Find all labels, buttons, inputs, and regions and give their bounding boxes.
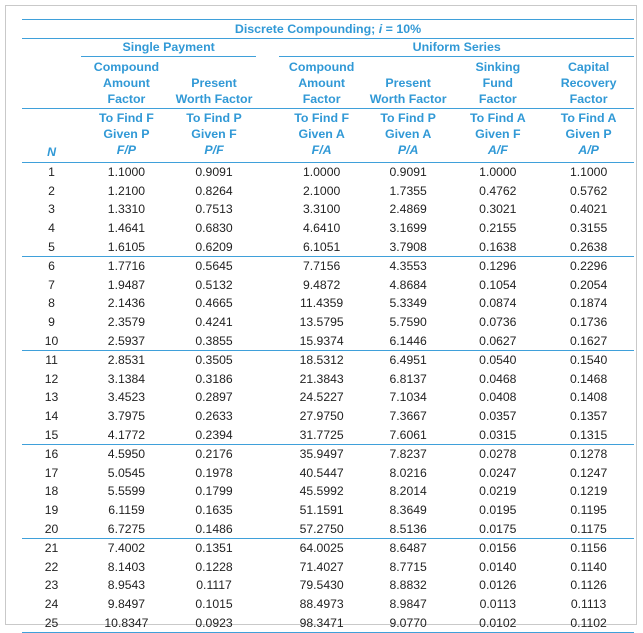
factor-cell: 51.1591	[299, 503, 344, 518]
factor-cell: 0.1228	[195, 559, 233, 574]
period-cell: 11	[45, 353, 58, 368]
table-row	[22, 557, 634, 576]
column-label-line: Recovery	[560, 76, 617, 90]
factor-cell: 0.1195	[570, 503, 607, 518]
factor-cell: 1.1000	[107, 165, 146, 180]
period-cell: 4	[48, 221, 55, 236]
factor-cell: 3.1384	[107, 371, 146, 386]
period-cell: 18	[44, 484, 59, 499]
given-text: Given P	[103, 127, 150, 141]
table-row	[22, 369, 634, 388]
group-row	[22, 39, 634, 57]
factor-cell: 0.1140	[570, 559, 607, 574]
table-body	[22, 163, 634, 633]
column-label-line: Worth Factor	[175, 92, 253, 106]
factor-cell: 98.3471	[279, 614, 363, 633]
factor-cell: 0.1468	[569, 371, 608, 386]
factor-cell: 6.1051	[279, 238, 363, 257]
title-row	[22, 20, 634, 39]
factor-cell: 88.4973	[299, 597, 344, 612]
n-column-header: N	[47, 145, 57, 159]
factor-cell: 1.7716	[107, 259, 146, 274]
factor-symbol: A/F	[487, 143, 508, 157]
factor-cell: 0.1627	[543, 332, 634, 351]
column-label-line: Factor	[302, 92, 341, 106]
factor-cell: 4.3553	[389, 259, 427, 274]
factor-cell: 1.0000	[302, 165, 341, 180]
factor-cell: 0.2633	[195, 409, 233, 424]
factor-cell: 0.1015	[195, 597, 233, 612]
factor-cell: 0.7513	[195, 202, 233, 217]
factor-cell: 0.4021	[569, 202, 608, 217]
factor-cell: 3.7908	[364, 238, 453, 257]
table-row	[22, 294, 634, 313]
factor-cell: 0.1540	[569, 353, 608, 368]
find-row	[22, 109, 634, 163]
find-text: To Find F	[99, 111, 154, 125]
factor-cell: 0.5132	[195, 277, 233, 292]
factor-cell: 7.3667	[389, 409, 427, 424]
factor-cell: 6.1446	[364, 332, 453, 351]
table-row	[22, 163, 634, 182]
table-row	[22, 407, 634, 426]
factor-cell: 7.4002	[107, 541, 146, 556]
factor-cell: 0.3186	[195, 371, 233, 386]
factor-cell: 8.3649	[389, 503, 427, 518]
factor-symbol: A/P	[578, 143, 599, 157]
factor-cell: 0.2155	[479, 221, 517, 236]
period-cell: 24	[44, 597, 59, 612]
table-row	[22, 595, 634, 614]
period-cell: 12	[44, 371, 59, 386]
factor-cell: 0.5762	[569, 183, 608, 198]
factor-cell: 1.2100	[107, 183, 146, 198]
factor-cell: 6.8137	[389, 371, 427, 386]
factor-symbol: F/P	[116, 143, 137, 157]
factor-cell: 0.0102	[452, 614, 543, 633]
column-label-line: Amount	[103, 76, 150, 90]
period-cell: 13	[44, 390, 59, 405]
factor-cell: 0.0175	[452, 520, 543, 539]
factor-cell: 8.5136	[364, 520, 453, 539]
column-label-line: Sinking	[475, 60, 521, 74]
factor-cell: 0.4241	[195, 315, 233, 330]
factor-cell: 0.0923	[172, 614, 256, 633]
column-find-4	[364, 109, 453, 163]
factor-cell: 0.1113	[570, 597, 607, 612]
column-label-line: Compound	[93, 60, 160, 74]
factor-cell: 0.2054	[569, 277, 608, 292]
factor-cell: 0.1296	[479, 259, 517, 274]
factor-cell: 0.5645	[195, 259, 233, 274]
factor-cell: 0.1978	[195, 465, 233, 480]
factor-cell: 0.1054	[479, 277, 517, 292]
factor-cell: 6.1159	[108, 503, 145, 518]
period-cell: 8	[48, 296, 55, 311]
factor-cell: 5.0545	[107, 465, 146, 480]
factor-cell: 0.0468	[479, 371, 517, 386]
factor-cell: 3.1699	[389, 221, 427, 236]
factor-cell: 0.1638	[452, 238, 543, 257]
factor-cell: 0.0408	[479, 390, 517, 405]
period-cell: 17	[44, 465, 59, 480]
factor-cell: 8.9847	[389, 597, 427, 612]
column-label-line: Factor	[569, 92, 608, 106]
table-row	[22, 200, 634, 219]
factor-symbol: P/A	[397, 143, 419, 157]
factor-cell: 0.4665	[195, 296, 233, 311]
factor-symbol: F/A	[311, 143, 332, 157]
factor-cell: 64.0025	[299, 541, 344, 556]
column-label-2	[172, 57, 256, 109]
factor-cell: 8.1403	[107, 559, 146, 574]
factor-cell: 8.8832	[389, 578, 427, 593]
factor-symbol: P/F	[204, 143, 224, 157]
table-row	[22, 256, 634, 275]
table-row	[22, 388, 634, 407]
factor-cell: 0.8264	[195, 183, 233, 198]
find-text: To Find P	[380, 111, 436, 125]
column-find-3	[279, 109, 363, 163]
factor-cell: 24.5227	[299, 390, 344, 405]
factor-cell: 0.4762	[479, 183, 517, 198]
table-row	[22, 238, 634, 257]
factor-cell: 0.1351	[195, 541, 233, 556]
factor-cell: 5.5599	[107, 484, 146, 499]
column-label-5	[452, 57, 543, 109]
factor-cell: 4.6410	[302, 221, 341, 236]
table-row	[22, 520, 634, 539]
column-label-3	[279, 57, 363, 109]
table-frame	[5, 5, 637, 630]
factor-cell: 0.1102	[543, 614, 634, 633]
factor-cell: 2.1436	[107, 296, 146, 311]
factor-cell: 3.4523	[107, 390, 146, 405]
factor-cell: 1.3310	[107, 202, 146, 217]
factor-cell: 18.5312	[299, 353, 344, 368]
factor-cell: 0.1408	[569, 390, 608, 405]
factor-cell: 0.1247	[569, 465, 608, 480]
factor-cell: 9.0770	[364, 614, 453, 633]
factor-cell: 1.1000	[569, 165, 608, 180]
factor-cell: 8.6487	[389, 541, 427, 556]
factor-cell: 7.7156	[302, 259, 341, 274]
period-cell: 5	[22, 238, 81, 257]
column-label-line: Amount	[298, 76, 346, 90]
factor-cell: 0.6209	[172, 238, 256, 257]
column-label-line: Factor	[107, 92, 146, 106]
period-cell: 20	[22, 520, 81, 539]
column-find-5	[452, 109, 543, 163]
factor-cell: 0.1357	[569, 409, 608, 424]
factor-cell: 0.0540	[479, 353, 517, 368]
factor-cell: 0.0278	[479, 447, 517, 462]
factor-cell: 71.4027	[299, 559, 344, 574]
column-label-line: Factor	[478, 92, 517, 106]
factor-cell: 11.4359	[300, 296, 344, 311]
table-row	[22, 501, 634, 520]
factor-cell: 0.0156	[479, 541, 517, 556]
period-cell: 19	[44, 503, 59, 518]
factor-cell: 0.0247	[479, 465, 517, 480]
period-cell: 16	[44, 447, 59, 462]
factor-cell: 45.5992	[299, 484, 344, 499]
period-cell: 25	[22, 614, 81, 633]
factor-cell: 8.7715	[389, 559, 427, 574]
table-row	[22, 275, 634, 294]
factor-cell: 2.1000	[302, 183, 341, 198]
factor-cell: 0.0357	[479, 409, 517, 424]
factor-cell: 0.9091	[389, 165, 427, 180]
factor-cell: 8.0216	[389, 465, 427, 480]
column-label-line: Compound	[288, 60, 355, 74]
factor-cell: 6.7275	[81, 520, 172, 539]
factor-cell: 2.5937	[81, 332, 172, 351]
factor-cell: 0.1219	[569, 484, 608, 499]
find-text: To Find P	[186, 111, 242, 125]
given-text: Given A	[384, 127, 432, 141]
table-row	[22, 219, 634, 238]
factor-cell: 31.7725	[279, 426, 363, 445]
factor-cell: 0.2638	[543, 238, 634, 257]
period-cell: 10	[22, 332, 81, 351]
column-label-line: Present	[385, 76, 431, 90]
factor-cell: 3.7975	[107, 409, 146, 424]
factor-cell: 2.4869	[389, 202, 427, 217]
factor-cell: 0.1736	[569, 315, 608, 330]
factor-cell: 0.1278	[569, 447, 608, 462]
table-row	[22, 444, 634, 463]
factor-cell: 0.3021	[479, 202, 517, 217]
factor-cell: 35.9497	[299, 447, 344, 462]
table-row	[22, 614, 634, 633]
factor-cell: 1.9487	[107, 277, 146, 292]
factor-cell: 0.6830	[195, 221, 233, 236]
given-text: Given A	[298, 127, 345, 141]
factor-cell: 5.3349	[389, 296, 427, 311]
find-text: To Find F	[294, 111, 350, 125]
factor-cell: 0.0736	[479, 315, 517, 330]
factor-cell: 0.1126	[570, 578, 607, 593]
column-find-2	[172, 109, 256, 163]
factor-cell: 0.3855	[172, 332, 256, 351]
factor-cell: 0.2394	[172, 426, 256, 445]
period-cell: 1	[48, 165, 55, 180]
factor-cell: 0.1635	[195, 503, 233, 518]
factor-cell: 0.1799	[195, 484, 233, 499]
period-cell: 7	[48, 277, 55, 292]
factor-cell: 0.1874	[569, 296, 608, 311]
factor-cell: 4.8684	[389, 277, 427, 292]
period-cell: 14	[44, 409, 59, 424]
label-row	[22, 57, 634, 109]
column-label-line: Worth Factor	[369, 92, 447, 106]
factor-cell: 0.1486	[172, 520, 256, 539]
group-single-payment: Single Payment	[81, 39, 256, 57]
column-label-line	[364, 59, 453, 75]
factor-cell: 0.1175	[543, 520, 634, 539]
factor-cell: 5.7590	[389, 315, 427, 330]
factor-cell: 0.2176	[195, 447, 233, 462]
factor-cell: 2.3579	[107, 315, 146, 330]
factor-cell: 57.2750	[279, 520, 363, 539]
given-text: Given P	[565, 127, 612, 141]
column-find-6	[543, 109, 634, 163]
factor-cell: 0.2897	[195, 390, 233, 405]
column-find-1	[81, 109, 172, 163]
period-cell: 21	[44, 541, 59, 556]
factor-cell: 10.8347	[81, 614, 172, 633]
table-row	[22, 313, 634, 332]
factor-cell: 1.6105	[81, 238, 172, 257]
factor-cell: 0.1117	[196, 578, 232, 593]
factor-cell: 0.0113	[479, 597, 516, 612]
factor-cell: 7.1034	[389, 390, 427, 405]
table-row	[22, 482, 634, 501]
factor-cell: 0.0195	[479, 503, 517, 518]
factor-cell: 0.0126	[479, 578, 517, 593]
factor-cell: 0.0874	[479, 296, 517, 311]
factor-cell: 9.8497	[107, 597, 146, 612]
table-title: Discrete Compounding; i = 10%	[22, 20, 634, 39]
column-label-4	[364, 57, 453, 109]
table-row	[22, 463, 634, 482]
column-label-line	[172, 59, 256, 75]
factor-cell: 1.0000	[479, 165, 517, 180]
column-label-line: Fund	[482, 76, 513, 90]
period-cell: 15	[22, 426, 81, 445]
factor-cell: 3.3100	[302, 202, 341, 217]
factor-cell: 8.2014	[389, 484, 427, 499]
given-text: Given F	[475, 127, 521, 141]
factor-cell: 40.5447	[299, 465, 344, 480]
factor-cell: 0.0140	[479, 559, 517, 574]
find-text: To Find A	[560, 111, 617, 125]
period-cell: 22	[44, 559, 59, 574]
factor-cell: 9.4872	[302, 277, 341, 292]
factor-cell: 1.7355	[389, 183, 427, 198]
factor-cell: 0.2296	[569, 259, 608, 274]
table-row	[22, 181, 634, 200]
factor-cell: 4.5950	[107, 447, 146, 462]
factor-cell: 0.0627	[452, 332, 543, 351]
factor-cell: 0.1156	[570, 541, 607, 556]
factor-cell: 8.9543	[107, 578, 146, 593]
factor-cell: 7.6061	[364, 426, 453, 445]
column-label-6	[543, 57, 634, 109]
period-cell: 6	[48, 259, 55, 274]
period-cell: 23	[44, 578, 59, 593]
factor-cell: 21.3843	[299, 371, 344, 386]
period-cell: 3	[48, 202, 55, 217]
table-row	[22, 332, 634, 351]
factor-cell: 0.9091	[195, 165, 233, 180]
column-label-line: Present	[191, 76, 237, 90]
factor-cell: 7.8237	[389, 447, 427, 462]
column-label-line: Capital	[567, 60, 610, 74]
factor-cell: 1.4641	[107, 221, 146, 236]
factor-cell: 15.9374	[279, 332, 363, 351]
factor-cell: 0.3155	[569, 221, 608, 236]
table-row	[22, 576, 634, 595]
interest-factor-table	[22, 19, 634, 633]
given-text: Given F	[191, 127, 237, 141]
group-uniform-series: Uniform Series	[279, 39, 634, 57]
column-label-1	[81, 57, 172, 109]
factor-cell: 0.3505	[195, 353, 233, 368]
factor-cell: 0.1315	[543, 426, 634, 445]
factor-cell: 13.5795	[299, 315, 344, 330]
table-row	[22, 538, 634, 557]
factor-cell: 4.1772	[81, 426, 172, 445]
table-row	[22, 350, 634, 369]
factor-cell: 6.4951	[389, 353, 427, 368]
factor-cell: 2.8531	[107, 353, 146, 368]
factor-cell: 27.9750	[299, 409, 344, 424]
factor-cell: 0.0315	[452, 426, 543, 445]
period-cell: 2	[48, 183, 55, 198]
table-row	[22, 426, 634, 445]
find-text: To Find A	[469, 111, 526, 125]
factor-cell: 0.0219	[479, 484, 517, 499]
factor-cell: 79.5430	[299, 578, 344, 593]
period-cell: 9	[48, 315, 55, 330]
